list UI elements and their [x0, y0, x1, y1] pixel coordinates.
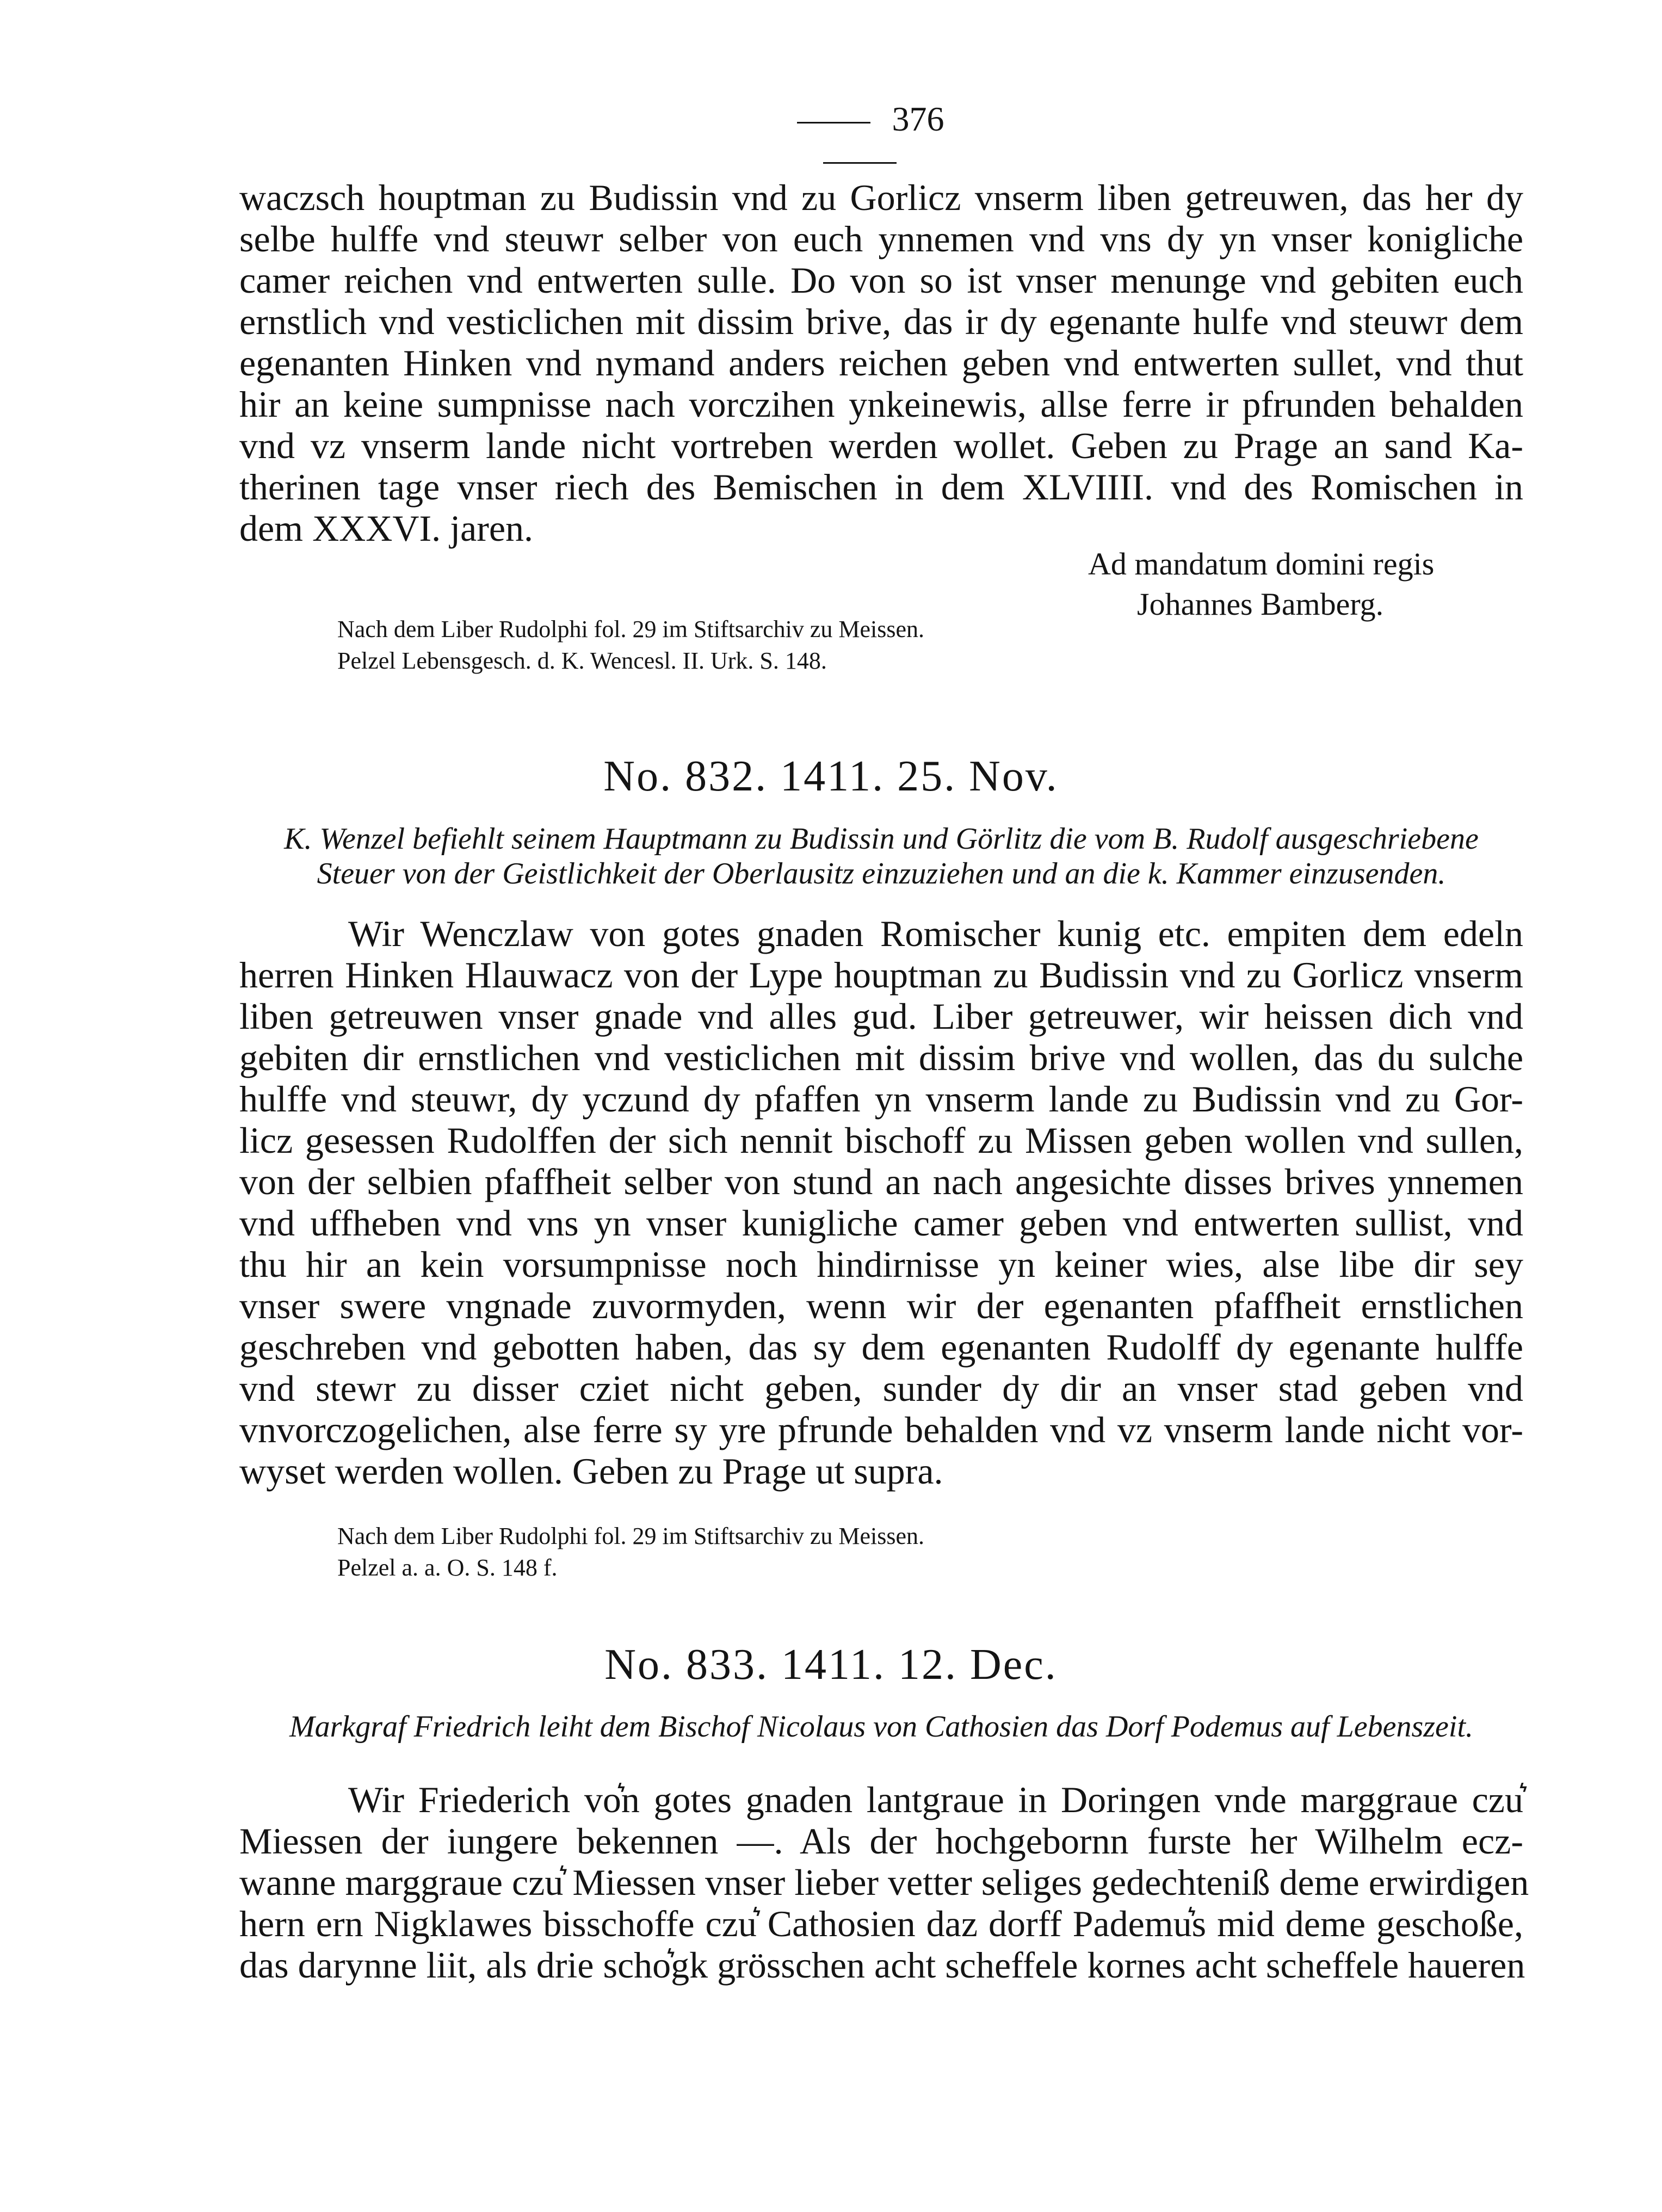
regest-833 — [239, 1709, 1523, 1744]
text-line: vnd stewr zu disser cziet nicht geben, sunder dy dir an vnser stad geben vnd — [239, 1368, 1523, 1409]
source-line: Pelzel a. a. O. S. 148 f. — [337, 1554, 558, 1581]
text-line: geschreben vnd gebotten haben, das sy dem egenanten Rudolff dy egenante hulffe — [239, 1326, 1523, 1368]
page-number-rule-left — [797, 122, 870, 123]
text-line: wanne marggraue czu͛ Miessen vnser lieber vetter seliges gedechteniß deme erwirdigen — [239, 1862, 1529, 1903]
text-line: dem XXXVI. jaren. — [239, 508, 534, 549]
source-line: Pelzel Lebensgesch. d. K. Wencesl. II. Urk. S. 148. — [337, 647, 827, 674]
text-line: vnvorczogelichen, alse ferre sy yre pfrunde behalden vnd vz vnserm lande nicht vor- — [239, 1409, 1523, 1450]
document-text-833 — [239, 1779, 1529, 1986]
text-line: egenanten Hinken vnd nymand anders reichen geben vnd entwerten sullet, vnd thut — [239, 342, 1523, 384]
source-note — [337, 614, 1153, 677]
text-line: Miessen der iungere bekennen —. Als der hochgebornn furste her Wilhelm ecz- — [239, 1820, 1523, 1862]
text-line: wyset werden wollen. Geben zu Prage ut supra. — [239, 1450, 943, 1492]
document-text-832 — [239, 913, 1523, 1492]
regest-832 — [239, 821, 1523, 891]
text-line: thu hir an kein vorsumpnisse noch hindirnisse yn keiner wies, alse libe dir sey — [239, 1244, 1523, 1285]
text-line: licz gesessen Rudolffen der sich nennit bischoff zu Missen geben wollen vnd sullen, — [239, 1120, 1523, 1161]
text-line: camer reichen vnd entwerten sulle. Do von so ist vnser menunge vnd gebiten euch — [239, 259, 1523, 301]
continuation-text — [239, 177, 1523, 549]
text-line: vnd uffheben vnd vns yn vnser kunigliche camer geben vnd entwerten sullist, vnd — [239, 1202, 1523, 1244]
text-line: waczsch houptman zu Budissin vnd zu Gorlicz vnserm liben getreuwen, das her dy — [239, 177, 1523, 218]
text-line: hir an keine sumpnisse nach vorczihen ynkeinewis, allse ferre ir pfrunden behalden — [239, 384, 1523, 425]
page-number-rule-right — [823, 162, 897, 164]
text-line: von der selbien pfaffheit selber von stund an nach angesichte disses brives ynnemen — [239, 1161, 1523, 1202]
document-heading-832: No. 832. 1411. 25. Nov. — [603, 752, 1059, 800]
text-line: das darynne liit, als drie scho͛gk grösschen acht scheffele kornes acht scheffele haueren — [239, 1944, 1525, 1986]
regest-line: Markgraf Friedrich leiht dem Bischof Nicolaus von Cathosien das Dorf Podemus auf Lebenszeit. — [289, 1710, 1473, 1744]
page-number — [718, 99, 1001, 180]
text-line: Wir Friederich vo͛n gotes gnaden lantgraue in Doringen vnde marggraue czu͛ — [348, 1779, 1523, 1820]
regest-line: K. Wenzel befiehlt seinem Hauptmann zu Budissin und Görlitz die vom B. Rudolf ausgeschriebene — [284, 822, 1479, 856]
text-line: Wir Wenczlaw von gotes gnaden Romischer kunig etc. empiten dem edeln — [348, 913, 1523, 954]
signature-block — [1088, 544, 1502, 625]
page-number-text: 376 — [892, 100, 944, 138]
document-heading-833: No. 833. 1411. 12. Dec. — [604, 1641, 1058, 1689]
text-line: herren Hinken Hlauwacz von der Lype houptman zu Budissin vnd zu Gorlicz vnserm — [239, 954, 1523, 996]
text-line: therinen tage vnser riech des Bemischen in dem XLVIIII. vnd des Romischen in — [239, 466, 1523, 508]
text-line: gebiten dir ernstlichen vnd vesticlichen mit dissim brive vnd wollen, das du sulche — [239, 1037, 1523, 1078]
source-line: Nach dem Liber Rudolphi fol. 29 im Stiftsarchiv zu Meissen. — [337, 616, 925, 642]
text-line: vnd vz vnserm lande nicht vortreben werden wollet. Geben zu Prage an sand Ka- — [239, 425, 1523, 466]
text-line: ernstlich vnd vesticlichen mit dissim brive, das ir dy egenante hulfe vnd steuwr dem — [239, 301, 1523, 342]
text-line: vnser swere vngnade zuvormyden, wenn wir der egenanten pfaffheit ernstlichen — [239, 1285, 1523, 1326]
source-line: Nach dem Liber Rudolphi fol. 29 im Stiftsarchiv zu Meissen. — [337, 1523, 925, 1549]
signature-line: Ad mandatum domini regis — [1088, 546, 1435, 582]
text-line: hern ern Nigklawes bisschoffe czu͛ Cathosien daz dorff Pademu͛s mid deme geschoße, — [239, 1903, 1523, 1944]
regest-line: Steuer von der Geistlichkeit der Oberlausitz einzuziehen und an die k. Kammer einzusenden. — [317, 857, 1446, 891]
source-note-832 — [337, 1521, 1153, 1584]
signature-line: Johannes Bamberg. — [1137, 586, 1384, 622]
text-line: hulffe vnd steuwr, dy yczund dy pfaffen yn vnserm lande zu Budissin vnd zu Gor- — [239, 1078, 1523, 1120]
text-line: selbe hulffe vnd steuwr selber von euch ynnemen vnd vns dy yn vnser konigliche — [239, 218, 1523, 259]
text-line: liben getreuwen vnser gnade vnd alles gud. Liber getreuwer, wir heissen dich vnd — [239, 996, 1523, 1037]
